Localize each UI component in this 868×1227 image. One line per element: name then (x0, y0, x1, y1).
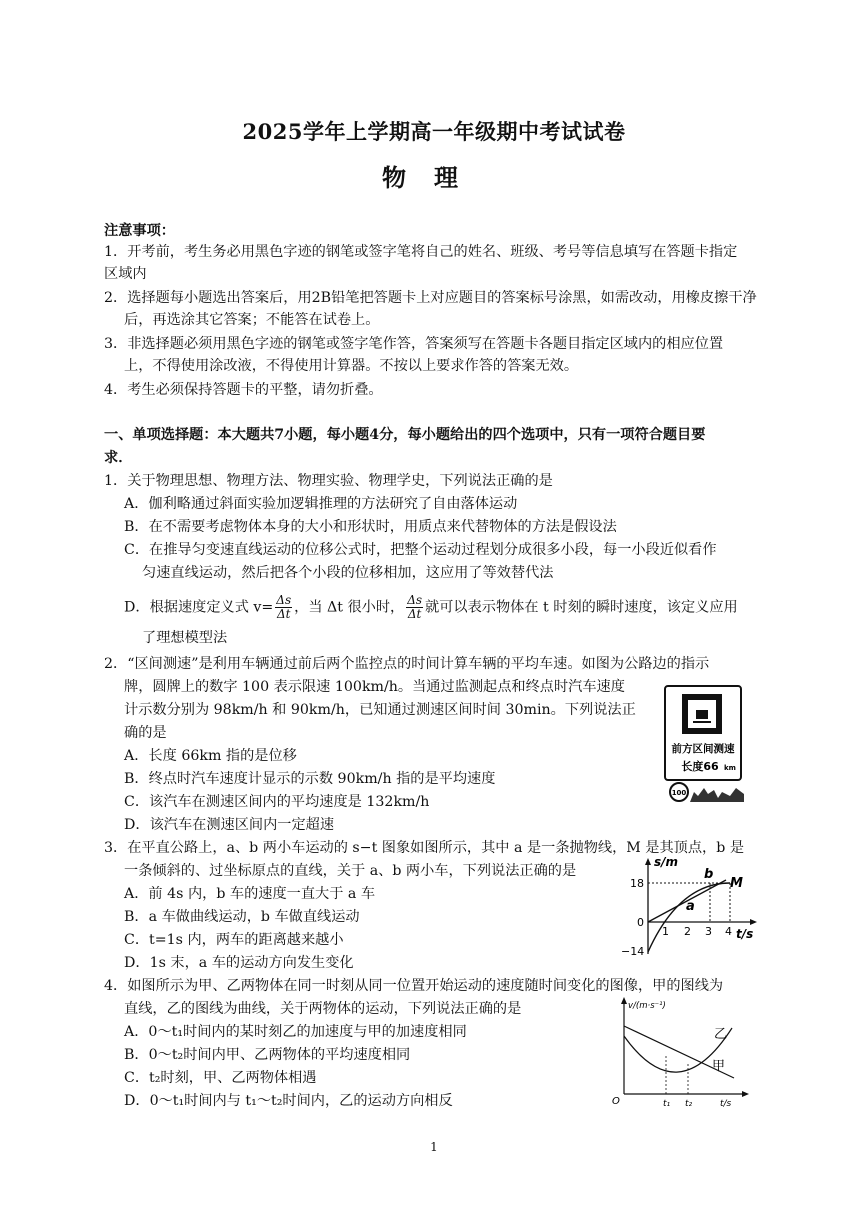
question-2-option-c: C．该汽车在测速区间内的平均速度是 132km/h (124, 794, 430, 810)
label-b: b (704, 867, 714, 882)
label-jia: 甲 (712, 1059, 726, 1074)
question-4-option-c: C．t₂时刻，甲、乙两物体相遇 (124, 1070, 317, 1086)
notice-item: 2．选择题每小题选出答案后，用2B铅笔把答题卡上对应题目的答案标号涂黑，如需改动，用橡皮擦干净 (104, 290, 757, 306)
y-axis-arrow (645, 858, 651, 865)
y-tick-neg14: −14 (621, 945, 645, 958)
parabola-a (648, 883, 730, 952)
question-1-option-c-cont: 匀速直线运动，然后把各个小段的位移相加，这应用了等效替代法 (142, 565, 554, 581)
question-2-stem-cont: 计示数分别为 98km/h 和 90km/h，已知通过测速区间时间 30min。下列说法正 (124, 702, 636, 718)
fraction-numerator: Δs (276, 593, 292, 607)
x-tick-2: 2 (684, 925, 691, 938)
y-axis-label: v/(m·s⁻¹) (628, 1001, 666, 1011)
sign-text-line2: 长度66 (681, 760, 719, 773)
s-t-graph-figure (618, 854, 768, 964)
subject-title: 物理 (382, 163, 486, 192)
label-M: M (730, 876, 743, 891)
notice-item: 后，再选涂其它答案；不能答在试卷上。 (124, 312, 380, 328)
question-2-stem: 2．“区间测速”是利用车辆通过前后两个监控点的时间计算车辆的平均车速。如图为公路边的指示 (104, 656, 710, 672)
roadside-scenery (690, 788, 744, 802)
question-3-option-a: A．前 4s 内，b 车的速度一直大于 a 车 (124, 886, 376, 902)
page-number: 1 (430, 1140, 438, 1154)
fraction-numerator: Δs (407, 593, 423, 607)
question-2-stem-cont: 牌，圆牌上的数字 100 表示限速 100km/h。当通过监测起点和终点时汽车速度 (124, 679, 625, 695)
question-1-option-a: A．伽利略通过斜面实验加逻辑推理的方法研究了自由落体运动 (124, 496, 518, 512)
x-axis-arrow (742, 1091, 749, 1097)
question-4-option-d: D．0～t₁时间内与 t₁～t₂时间内，乙的运动方向相反 (124, 1093, 453, 1109)
tick-t2: t₂ (685, 1099, 693, 1109)
question-4-option-a: A．0～t₁时间内的某时刻乙的加速度与甲的加速度相同 (124, 1024, 467, 1040)
question-3-option-b: B．a 车做曲线运动，b 车做直线运动 (124, 909, 360, 925)
question-1-option-d-cont: 了理想模型法 (142, 630, 228, 646)
x-tick-1: 1 (662, 925, 669, 938)
sign-text-unit: km (724, 764, 736, 772)
question-1-option-c: C．在推导匀变速直线运动的位移公式时，把整个运动过程划分成很多小段，每一小段近似看作 (124, 542, 717, 558)
question-2-stem-cont: 确的是 (124, 725, 167, 741)
question-4-stem-cont: 直线，乙的图线为曲线，关于两物体的运动，下列说法正确的是 (124, 1001, 522, 1017)
question-3-stem-cont: 一条倾斜的、过坐标原点的直线，关于 a、b 两小车，下列说法正确的是 (124, 863, 577, 879)
x-axis-label: t/s (720, 1099, 732, 1109)
y-tick-0: 0 (637, 916, 644, 929)
x-tick-3: 3 (705, 925, 712, 938)
fraction-ds-dt (275, 594, 292, 621)
speed-zone-sign-figure (660, 684, 746, 804)
camera-icon (696, 710, 708, 719)
question-4-option-b: B．0～t₂时间内甲、乙两物体的平均速度相同 (124, 1047, 411, 1063)
exam-title: 2025学年上学期高一年级期中考试试卷 (242, 119, 626, 144)
y-axis-label: s/m (654, 855, 679, 869)
origin-label: O (612, 1096, 620, 1107)
notice-item: 4．考生必须保持答题卡的平整，请勿折叠。 (104, 382, 383, 398)
question-2-option-a: A．长度 66km 指的是位移 (124, 748, 297, 764)
notice-item: 区域内 (104, 266, 147, 282)
option-d-middle: ，当 Δt 很小时， (294, 599, 405, 616)
fraction-denominator: Δt (407, 607, 422, 621)
fraction-ds-dt-2 (406, 594, 423, 621)
camera-base (693, 721, 711, 723)
question-1-option-b: B．在不需要考虑物体本身的大小和形状时，用质点来代替物体的方法是假设法 (124, 519, 617, 535)
label-a: a (686, 899, 695, 914)
x-axis-label: t/s (736, 927, 754, 941)
option-d-prefix: D．根据速度定义式 v= (124, 599, 274, 616)
label-yi: 乙 (714, 1027, 728, 1042)
y-axis-arrow (621, 997, 627, 1004)
v-t-graph-figure (608, 994, 758, 1110)
question-3-option-c: C．t=1s 内，两车的距离越来越小 (124, 932, 344, 948)
question-3-stem: 3．在平直公路上，a、b 两小车运动的 s−t 图象如图所示，其中 a 是一条抛物线，M 是其顶点，b 是 (104, 840, 745, 856)
speed-limit-text: 100 (671, 789, 687, 797)
y-tick-18: 18 (630, 877, 644, 890)
section-heading: 一、单项选择题：本大题共7小题，每小题4分，每小题给出的四个选项中，只有一项符合题目要 (104, 427, 706, 443)
question-4-stem: 4．如图所示为甲、乙两物体在同一时刻从同一位置开始运动的速度随时间变化的图像，甲的图线为 (104, 978, 724, 994)
sign-text-line1: 前方区间测速 (671, 743, 735, 755)
question-1-option-d (124, 594, 738, 621)
x-tick-4: 4 (725, 925, 732, 938)
x-axis-arrow (750, 919, 757, 925)
question-2-option-d: D．该汽车在测速区间内一定超速 (124, 817, 335, 833)
question-3-option-d: D．1s 末，a 车的运动方向发生变化 (124, 955, 354, 971)
section-heading-cont: 求． (104, 450, 133, 466)
notice-heading: 注意事项： (104, 223, 175, 239)
notice-item: 3．非选择题必须用黑色字迹的钢笔或签字笔作答，答案须写在答题卡各题目指定区域内的相应位置 (104, 336, 724, 352)
notice-item: 上，不得使用涂改液，不得使用计算器。不按以上要求作答的答案无效。 (124, 358, 579, 374)
fraction-denominator: Δt (276, 607, 291, 621)
question-1-stem: 1．关于物理思想、物理方法、物理实验、物理学史，下列说法正确的是 (104, 473, 553, 489)
tick-t1: t₁ (663, 1099, 671, 1109)
question-2-option-b: B．终点时汽车速度计显示的示数 90km/h 指的是平均速度 (124, 771, 496, 787)
notice-item: 1．开考前，考生务必用黑色字迹的钢笔或签字笔将自己的姓名、班级、考号等信息填写在答题卡指定 (104, 244, 738, 260)
option-d-suffix: 就可以表示物体在 t 时刻的瞬时速度，该定义应用 (425, 599, 738, 616)
